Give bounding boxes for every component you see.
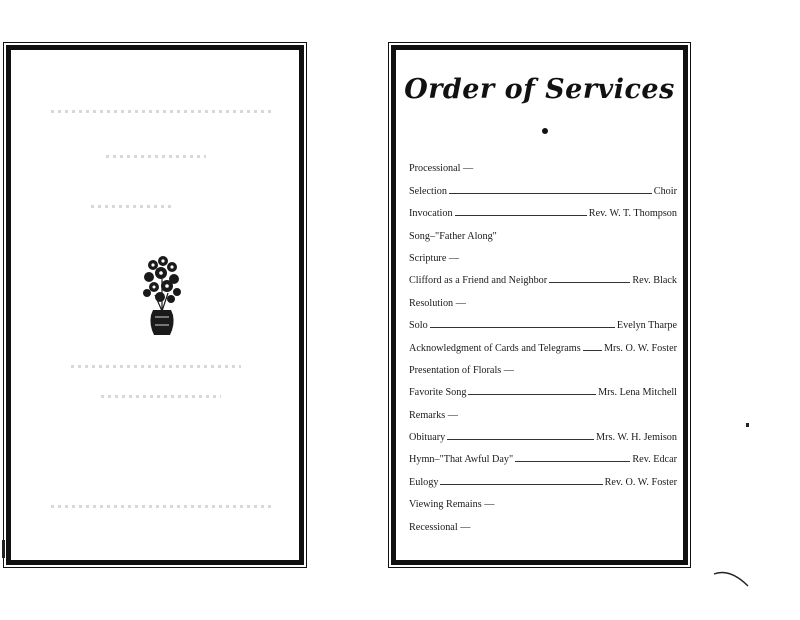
leader-line bbox=[583, 350, 602, 351]
program-item-name: Favorite Song bbox=[409, 387, 467, 399]
program-item-participant: Evelyn Tharpe bbox=[616, 320, 677, 332]
program-item bbox=[409, 286, 677, 308]
program-item-name: Hymn–"That Awful Day" bbox=[409, 454, 514, 466]
leader-line bbox=[455, 215, 587, 216]
program-item-participant: Mrs. O. W. Foster bbox=[603, 342, 677, 354]
leader-line bbox=[515, 461, 630, 462]
program-item bbox=[409, 242, 677, 264]
show-through-text bbox=[51, 505, 271, 508]
program-item-name: Resolution — bbox=[409, 297, 466, 309]
program-item-name: Eulogy bbox=[409, 476, 439, 488]
program-item bbox=[409, 443, 677, 465]
program-item-name: Remarks — bbox=[409, 409, 458, 421]
scan-speck bbox=[2, 540, 5, 558]
flower-vase-icon bbox=[141, 255, 183, 337]
program-item-name: Invocation bbox=[409, 208, 453, 220]
bullet-ornament bbox=[542, 128, 548, 134]
program-item bbox=[409, 354, 677, 376]
program-item-participant: Mrs. W. H. Jemison bbox=[596, 432, 677, 444]
program-item-name: Solo bbox=[409, 320, 428, 332]
program-item bbox=[409, 465, 677, 487]
program-item-participant: Rev. Black bbox=[632, 275, 677, 287]
leader-line bbox=[549, 282, 630, 283]
order-of-services-panel bbox=[391, 45, 688, 565]
show-through-text bbox=[71, 365, 241, 368]
program-item bbox=[409, 174, 677, 196]
program-item bbox=[409, 264, 677, 286]
program-item bbox=[409, 219, 677, 241]
program-item-participant: Rev. Edcar bbox=[632, 454, 677, 466]
program-item-name: Viewing Remains — bbox=[409, 499, 495, 511]
program-item-name: Presentation of Florals — bbox=[409, 364, 514, 376]
scan-mark bbox=[712, 568, 752, 592]
scan-speck bbox=[746, 423, 749, 427]
show-through-text bbox=[91, 205, 171, 208]
program-item bbox=[409, 197, 677, 219]
program-item bbox=[409, 510, 677, 532]
leader-line bbox=[430, 327, 615, 328]
program-item bbox=[409, 376, 677, 398]
cover-panel bbox=[6, 45, 304, 565]
program-item-name: Recessional — bbox=[409, 521, 471, 533]
show-through-text bbox=[106, 155, 206, 158]
program-item bbox=[409, 152, 677, 174]
leader-line bbox=[449, 193, 652, 194]
leader-line bbox=[440, 484, 602, 485]
program-list bbox=[409, 152, 677, 533]
program-item bbox=[409, 488, 677, 510]
program-item-participant: Mrs. Lena Mitchell bbox=[598, 387, 677, 399]
program-item bbox=[409, 309, 677, 331]
program-item-name: Selection bbox=[409, 185, 447, 197]
program-item bbox=[409, 398, 677, 420]
program-item-name: Acknowledgment of Cards and Telegrams bbox=[409, 342, 581, 354]
program-item-name: Processional — bbox=[409, 163, 474, 175]
program-item bbox=[409, 421, 677, 443]
leader-line bbox=[447, 439, 594, 440]
program-item-participant: Choir bbox=[653, 185, 677, 197]
show-through-text bbox=[51, 110, 271, 113]
page-title: Order of Services bbox=[404, 74, 675, 105]
show-through-text bbox=[101, 395, 221, 398]
program-item-name: Song–"Father Along" bbox=[409, 230, 497, 242]
program-item bbox=[409, 331, 677, 353]
program-item-name: Scripture — bbox=[409, 252, 460, 264]
program-item-name: Clifford as a Friend and Neighbor bbox=[409, 275, 548, 287]
program-item-participant: Rev. O. W. Foster bbox=[604, 476, 677, 488]
program-item-participant: Rev. W. T. Thompson bbox=[588, 208, 677, 220]
program-item-name: Obituary bbox=[409, 432, 446, 444]
leader-line bbox=[468, 394, 596, 395]
